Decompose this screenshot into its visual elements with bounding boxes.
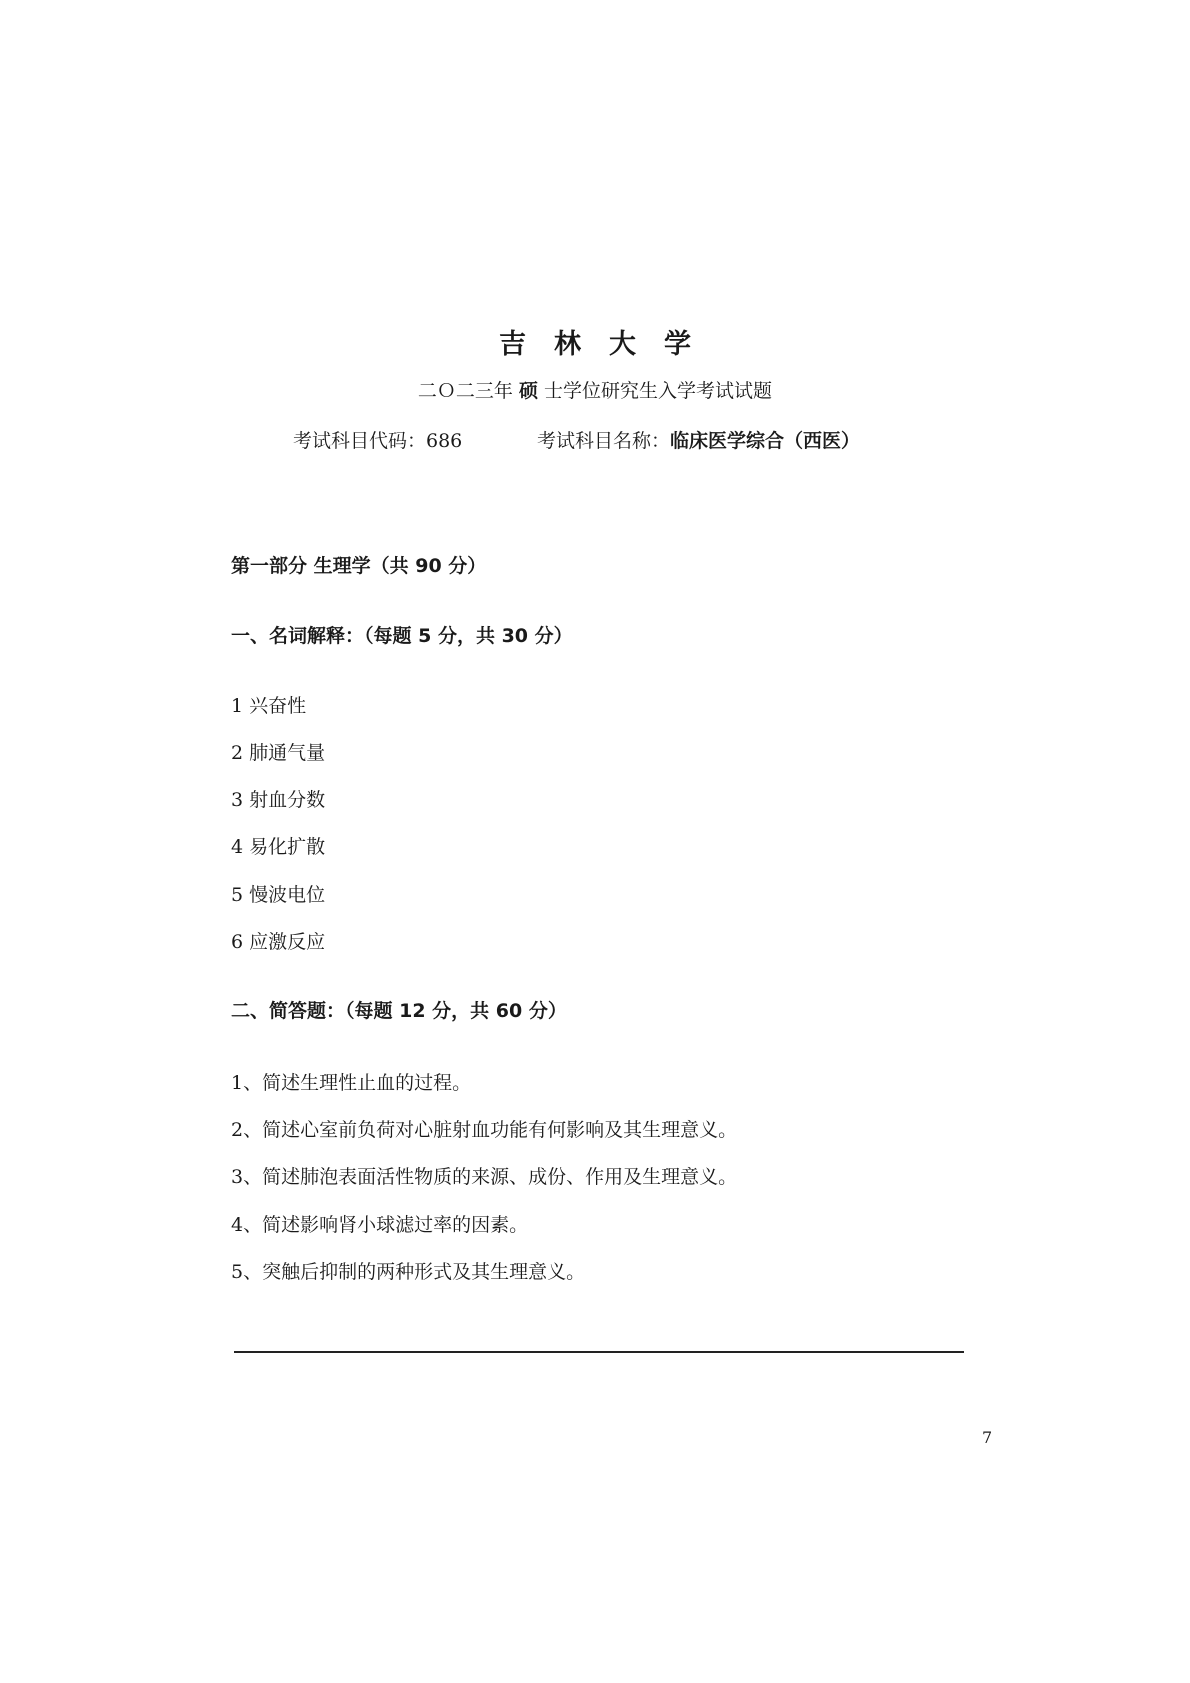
definition-item: 6 应激反应 [231, 931, 326, 953]
question-item: 3、简述肺泡表面活性物质的来源、成份、作用及生理意义。 [231, 1166, 738, 1188]
university-name: 吉林大学 [499, 329, 719, 360]
horizontal-rule [234, 1351, 964, 1353]
definition-item: 3 射血分数 [231, 789, 326, 811]
definition-item: 1 兴奋性 [231, 695, 307, 717]
subject-name-label: 考试科目名称： [537, 430, 671, 452]
question-item: 2、简述心室前负荷对心脏射血功能有何影响及其生理意义。 [231, 1119, 738, 1141]
section-title-short-answer: 二、简答题：（每题 12 分，共 60 分） [231, 1000, 567, 1022]
definition-item: 5 慢波电位 [231, 884, 326, 906]
subject-name [537, 426, 860, 453]
question-item: 1、简述生理性止血的过程。 [231, 1072, 472, 1094]
subject-name-value: 临床医学综合（西医） [670, 430, 861, 452]
exam-title-suffix: 士学位研究生入学考试试题 [544, 380, 773, 402]
exam-title-degree: 硕 [518, 380, 538, 402]
question-item: 4、简述影响肾小球滤过率的因素。 [231, 1214, 529, 1236]
question-item: 5、突触后抑制的两种形式及其生理意义。 [231, 1261, 586, 1283]
exam-title-prefix: 二Ｏ二三年 [417, 380, 513, 402]
definition-item: 4 易化扩散 [231, 836, 326, 858]
section-title-definitions: 一、名词解释：（每题 5 分，共 30 分） [231, 625, 573, 647]
subject-code: 考试科目代码：686 [293, 430, 463, 452]
definition-item: 2 肺通气量 [231, 742, 326, 764]
page-number: 7 [982, 1428, 993, 1447]
part-title: 第一部分 生理学（共 90 分） [231, 555, 487, 577]
exam-title [0, 376, 1190, 403]
